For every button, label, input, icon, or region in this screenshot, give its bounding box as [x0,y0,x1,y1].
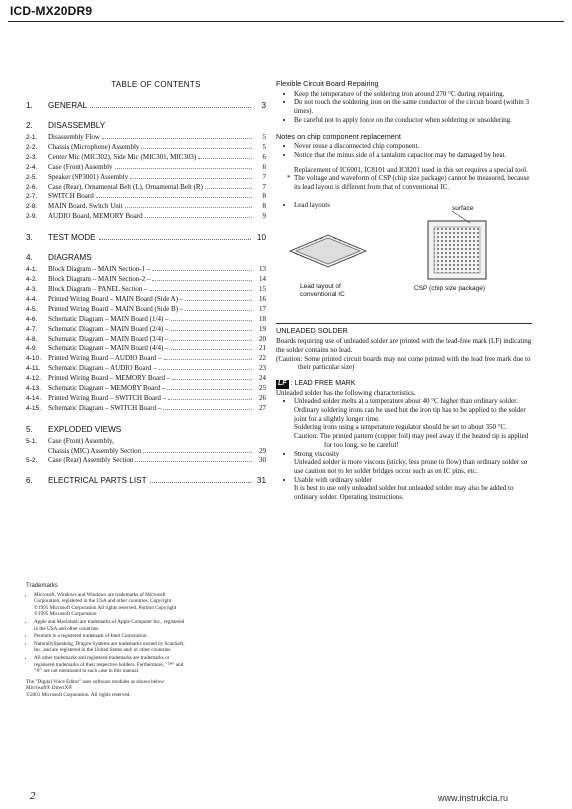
toc-leader [159,369,252,370]
trademarks-heading: Trademarks [26,583,58,589]
characteristic-detail: Unleaded solder is more viscous (sticky, less prone to flow) than ordinary solder so use caution not to let solder bridges occur such as on IC pins, etc. [294,458,528,475]
toc-subsection-list [26,265,266,414]
toc-item-page: 25 [259,384,266,393]
chip-note-item: • Never reuse a disconnected chip component. [294,142,532,151]
service-notes-column [276,80,532,502]
toc-leader [172,379,252,380]
toc-item [26,456,266,466]
characteristic-title: • Usable with ordinary solder [294,475,372,484]
toc-item-title: Case (Front) Assembly [48,162,113,171]
toc-item [26,143,266,153]
toc-item-page: 26 [259,393,266,402]
toc-item-title: Printed Wiring Board – MAIN Board (Side A) – [48,294,184,303]
toc-item-page: 15 [259,284,266,293]
chip-notes-heading: Notes on chip component replacement [276,131,401,141]
toc-leader [171,340,252,341]
toc-item-number: 4-11. [26,365,41,373]
toc-item-number: 4-7. [26,325,38,333]
lead-free-mark-icon: LF [278,379,287,387]
toc-leader [185,300,252,301]
toc-item [26,173,266,183]
header-rule [8,21,564,22]
csp-illustration [428,211,486,279]
toc-item-title: Schematic Diagram – MAIN Board (4/4) – [48,344,169,353]
toc-item-title: Printed Wiring Board – AUDIO Board – [48,354,162,363]
toc-leader [90,107,251,108]
toc-leader [130,178,252,179]
toc-section-title: DIAGRAMS [48,253,92,263]
toc-leader [167,389,252,390]
document-model-header: ICD-MX20DR9 [10,4,93,18]
trademarks-footer-1: The "Digital Voice Editor" uses software modules as shown below: [26,678,166,685]
toc-item-page: 5 [262,142,266,151]
toc-item-page: 8 [262,192,266,201]
toc-section [26,476,266,485]
unleaded-intro: Boards requiring use of unleaded solder are printed with the lead-free mark (LF) indicating the solder contains no lead. [276,337,532,354]
toc-item [26,153,266,163]
unleaded-characteristic [294,450,532,476]
toc-item [26,183,266,193]
trademark-item: • Pentium is a registered trademark of Intel Corporation. [34,633,186,640]
toc-item-page: 13 [259,265,266,274]
unleaded-caution: (Caution: Some printed circuit boards may not come printed with the lead free mark due to their particular size) [276,354,531,372]
toc-item-number: 2-4. [26,163,38,171]
toc-item-number: 2-2. [26,143,38,151]
toc-section-number: 4. [26,253,33,263]
toc-subsection-list [26,437,266,466]
toc-leader [198,158,252,159]
toc-item [26,265,266,275]
toc-item-number: 4-13. [26,385,42,393]
toc-item-title: AUDIO Board, MEMORY Board [48,212,143,221]
toc-item-number: 4-5. [26,305,38,313]
replacement-note: Replacement of IC6001, IC8101 and IC8201 used in this set requires a special tool. [294,165,528,174]
toc-item [26,192,266,202]
characteristic-detail: Ordinary soldering irons can be used but the iron tip has to be applied to the solder joint for a slightly longer time. [294,406,526,423]
conventional-ic-label: Lead layout of conventional IC [300,283,345,298]
toc-item-page: 22 [259,354,266,363]
toc-item [26,364,266,374]
toc-item-number: 2-5. [26,173,38,181]
toc-item-number: 5-2. [26,456,38,464]
toc-item-title: Case (Front) Assembly, [48,436,114,445]
toc-item [26,335,266,345]
toc-item-number: 2-9. [26,213,38,221]
toc-section-title: GENERAL [48,101,88,110]
toc-section-number: 1. [26,101,33,110]
toc-item-page: 8 [262,202,266,211]
unleaded-characteristics-list [276,397,532,501]
toc-leader [99,239,251,240]
toc-item [26,285,266,295]
toc-item-title: Printed Wiring Board – MAIN Board (Side B) – [48,304,184,313]
toc-item [26,394,266,404]
characteristic-title: • Strong viscosity [294,449,340,458]
toc-section [26,253,266,262]
unleaded-characteristic [294,476,532,502]
toc-item-page: 30 [259,455,266,464]
toc-item-title: MAIN Board, Switch Unit [48,202,123,211]
chip-notes-list [276,142,532,159]
surface-label: surface [452,205,474,213]
toc-item-title: Schematic Diagram – MAIN Board (2/4) – [48,324,169,333]
trademarks-list [26,592,186,675]
toc-item-title: Block Diagram – MAIN Section-2 – [48,275,151,284]
toc-item-page: 19 [259,324,266,333]
toc-section-title: ELECTRICAL PARTS LIST [48,476,147,486]
toc-item-page: 21 [259,344,266,353]
unleaded-solder-section [276,323,532,501]
toc-item-page: 9 [262,212,266,221]
toc-leader [168,399,252,400]
toc-section-number: 6. [26,476,33,486]
toc-item-number: 5-1. [26,437,38,445]
toc-item [26,315,266,325]
unleaded-characteristic [294,397,532,449]
toc-item-page: 7 [262,172,266,181]
toc-item-number: 2-3. [26,153,38,161]
toc-leader [150,482,251,483]
toc-subsection-list [26,133,266,222]
toc-item [26,344,266,354]
toc-item-title: Chassis (Microphone) Assembly [48,142,140,151]
toc-item-number: 2-6. [26,183,38,191]
toc-body [26,101,266,485]
toc-item-page: 6 [262,152,266,161]
toc-item-number: 4-9. [26,345,38,353]
trademarks-block [26,583,186,699]
toc-item-number: 2-7. [26,193,38,201]
toc-leader [171,349,252,350]
toc-section-page: 3 [261,101,266,110]
toc-item [26,212,266,222]
toc-section-title: TEST MODE [48,233,96,243]
toc-item-title: Center Mic (MIC302), Side Mic (MIC301, MIC303) [48,152,197,161]
toc-item-title: Printed Wiring Board – SWITCH Board – [48,393,167,402]
toc-leader [185,310,252,311]
voltage-note-list [276,174,532,191]
toc-section [26,233,266,242]
toc-item-page: 24 [259,374,266,383]
toc-item-title: Block Diagram – MAIN Section-1 – [48,265,151,274]
toc-item-number: 4-12. [26,375,42,383]
conventional-ic-illustration [290,235,366,267]
toc-item-title: Speaker (SP3001) Assembly [48,172,129,181]
toc-item-title: Schematic Diagram – SWITCH Board – [48,403,162,412]
toc-item-title: Chassis (MIC) Assembly Section [48,446,142,455]
toc-item [26,354,266,364]
toc-item-page: 5 [262,133,266,141]
toc-item-number: 4-15. [26,404,42,412]
toc-item [26,202,266,212]
toc-item [26,437,266,447]
toc-leader [141,148,252,149]
toc-item [26,384,266,394]
toc-item-title: Schematic Diagram – AUDIO Board – [48,364,157,373]
toc-item-title: Schematic Diagram – MAIN Board (3/4) – [48,334,169,343]
toc-leader [115,168,252,169]
toc-item [26,133,266,143]
toc-item-title: Schematic Diagram – MAIN Board (1/4) – [48,314,169,323]
toc-item-title: Block Diagram – PANEL Section – [48,284,148,293]
toc-leader [205,188,252,189]
toc-leader [171,330,252,331]
flex-repair-item: • Do not touch the soldering iron on the same conductor of the circuit board (within 3 times). [294,98,532,115]
flex-repair-item: • Be careful not to apply force on the conductor when soldering or unsoldering. [294,116,532,125]
characteristic-caution: Caution: The printed pattern (copper foil) may peel away if the heated tip is applied for too long, so be careful! [294,432,529,449]
trademark-item: • Apple and Macintosh are trademarks of Apple Computer Inc., registered in the USA and other countries. [34,619,186,632]
lead-layout-heading: • Lead layouts [294,201,532,210]
toc-leader [135,461,252,462]
unleaded-characteristics-intro: Unleaded solder has the following characteristics. [276,388,416,397]
toc-item-number: 4-14. [26,394,42,402]
toc-leader [171,320,252,321]
toc-section-page: 10 [256,233,266,243]
flex-repair-list [276,90,532,125]
toc-leader [96,197,252,198]
toc-item-page: 16 [259,294,266,303]
toc-leader [125,207,252,208]
toc-section [26,121,266,130]
toc-item-number: 4-4. [26,295,38,303]
toc-leader [152,280,252,281]
toc-item-page: 7 [262,182,266,191]
toc-item [26,295,266,305]
toc-section-title: DISASSEMBLY [48,121,106,130]
toc-item-number: 4-6. [26,315,38,323]
toc-item-page: 17 [259,304,266,313]
characteristic-detail: Soldering irons using a temperature regulator should be set to about 350 °C. [294,423,507,432]
trademark-item: • NaturallySpeaking, Dragon Systems are trademarks owned by ScanSoft, Inc. and are registered in the United States and/ or other countries. [34,641,186,654]
toc-item [26,447,266,456]
toc-item-number: 4-1. [26,266,38,274]
voltage-note: * The voltage and waveform of CSP (chip size package) cannot be measured, because its lead layout is different from that of conventional IC. [294,174,532,191]
lead-layout-list [276,201,532,210]
toc-title: TABLE OF CONTENTS [111,80,201,89]
characteristic-title: • Unleaded solder melts at a temperature about 40 °C higher than ordinary solder. [294,397,518,406]
toc-section-number: 5. [26,424,33,434]
table-of-contents [26,80,266,485]
characteristic-detail: It is best to use only unleaded solder but unleaded solder may also be added to ordinary solder. Operating instructions. [294,484,514,502]
toc-section [26,425,266,434]
toc-item-page: 20 [259,334,266,343]
toc-item-number: 4-2. [26,276,38,284]
flex-repair-item: • Keep the temperature of the soldering iron around 270 °C during repairing. [294,90,532,99]
toc-item-title: Schematic Diagram – MEMORY Board – [48,384,166,393]
toc-item-number: 4-8. [26,335,38,343]
toc-section [26,101,266,110]
trademark-item: • Microsoft, Windows and Windows are trademarks of Microsoft Corporation, registered in the USA and other countries. Copyright ©1995 Microsoft Corporation All rights reserved. Portion Copyright ©1995 Microsoft Corporation [34,592,186,618]
toc-section-number: 2. [26,121,33,130]
chip-note-item: • Notice that the minus side of a tantalum capacitor may be damaged by heat. [294,151,532,160]
toc-leader [164,359,252,360]
lead-free-mark-label: : LEAD FREE MARK [290,379,356,387]
toc-section-page: 31 [256,476,266,486]
toc-item-number: 4-3. [26,285,38,293]
toc-item-title: SWITCH Board [48,192,94,201]
toc-section-number: 3. [26,233,33,243]
toc-item [26,325,266,335]
toc-item [26,374,266,384]
toc-item-title: Case (Rear) Assembly Section [48,455,134,464]
toc-leader [145,217,252,218]
toc-item [26,163,266,173]
trademarks-footer-2: Microsoft® DirectX® [26,685,73,692]
toc-item-number: 2-8. [26,203,38,211]
flex-repair-heading: Flexible Circuit Board Repairing [276,79,379,88]
toc-item-page: 18 [259,314,266,323]
csp-label: CSP (chip size package) [414,285,486,293]
trademarks-footer-3: ©2001 Microsoft Corporation. All rights reserved. [26,691,131,698]
toc-leader [102,138,252,139]
toc-item-page: 14 [259,275,266,284]
toc-leader [152,270,252,271]
toc-leader [150,290,252,291]
toc-item [26,305,266,315]
toc-item [26,404,266,414]
toc-section-title: EXPLODED VIEWS [48,424,122,434]
toc-leader [143,452,252,453]
toc-item-title: Case (Rear), Ornamental Belt (L), Ornamental Belt (R) [48,182,203,191]
trademark-item: • All other trademarks and registered trademarks are trademarks or registered trademarks of their respective holders. Furthermore, "™" and "®" are not mentioned in each case in this manual. [34,655,186,675]
toc-item [26,275,266,285]
toc-item-title: Printed Wiring Board – MEMORY Board – [48,374,171,383]
toc-item-page: 29 [259,446,266,455]
toc-item-number: 2-1. [26,134,38,141]
toc-item-page: 23 [259,364,266,373]
toc-item-number: 4-10. [26,355,42,363]
page-number: 2 [30,790,36,802]
unleaded-heading: UNLEADED SOLDER [276,326,348,336]
toc-leader [163,409,252,410]
lead-layouts-figure [276,205,532,303]
toc-item-page: 27 [259,403,266,412]
toc-item-title: Disassembly Flow [48,133,100,141]
toc-item-page: 6 [262,162,266,171]
watermark-text: www.instrukcia.ru [438,793,509,803]
